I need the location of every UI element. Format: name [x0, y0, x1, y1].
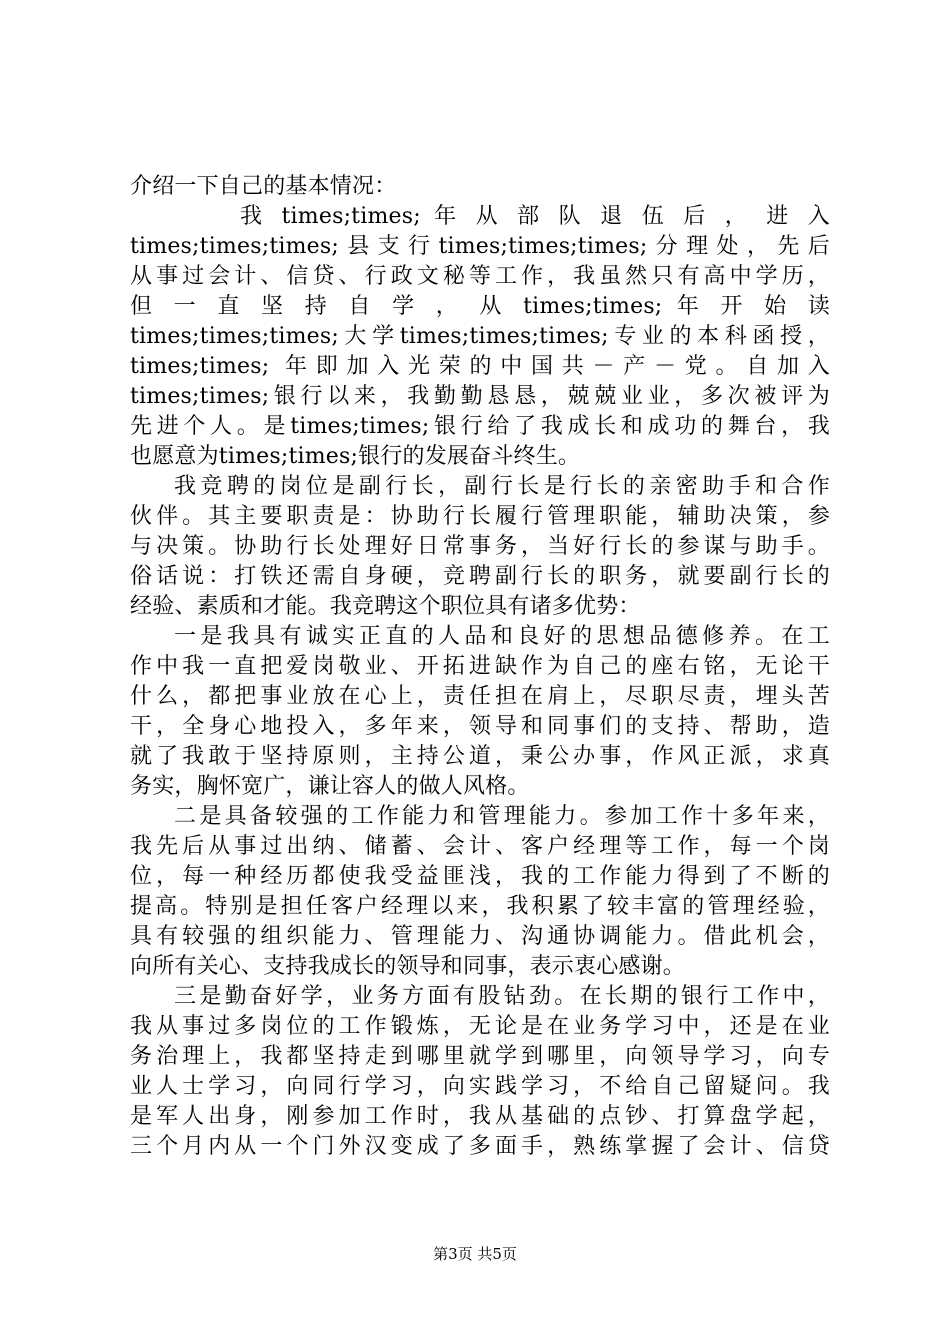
text-line: 向所有关心、支持我成长的领导和同事，表示衷心感谢。	[130, 954, 686, 979]
text-line: 业人士学习，向同行学习，向实践学习，不给自己留疑问。我	[130, 1074, 830, 1099]
text-line: 我竞聘的岗位是副行长，副行长是行长的亲密助手和合作	[174, 474, 830, 499]
text-line: 作中我一直把爱岗敬业、开拓进缺作为自己的座右铭，无论干	[130, 654, 830, 679]
text-line: 务实，胸怀宽广，谦让容人的做人风格。	[130, 774, 530, 799]
text-line: 我先后从事过出纳、储蓄、会计、客户经理等工作，每一个岗	[130, 834, 830, 859]
text-line: 我 times;times; 年 从 部 队 退 伍 后 ， 进 入	[240, 204, 830, 229]
text-line: 提高。特别是担任客户经理以来，我积累了较丰富的管理经验，	[130, 894, 830, 919]
text-line: 务治理上，我都坚持走到哪里就学到哪里，向领导学习，向专	[130, 1044, 830, 1069]
text-line: 干，全身心地投入，多年来，领导和同事们的支持、帮助，造	[130, 714, 830, 739]
text-line: 位，每一种经历都使我受益匪浅，我的工作能力得到了不断的	[130, 864, 830, 889]
text-line: 具有较强的组织能力、管理能力、沟通协调能力。借此机会，	[130, 924, 830, 949]
document-body	[130, 172, 830, 1162]
text-line: 什么，都把事业放在心上，责任担在肩上，尽职尽责，埋头苦	[130, 684, 830, 709]
text-line: 伙伴。其主要职责是：协助行长履行管理职能，辅助决策，参	[130, 504, 830, 529]
text-line: 从事过会计、信贷、行政文秘等工作，我虽然只有高中学历，	[130, 264, 830, 289]
text-line: times;times;银行以来，我勤勤恳恳，兢兢业业，多次被评为	[130, 384, 830, 409]
text-line: 三是勤奋好学，业务方面有股钻劲。在长期的银行工作中，	[174, 984, 830, 1009]
text-line: 与决策。协助行长处理好日常事务，当好行长的参谋与助手。	[130, 534, 830, 559]
text-line: 是军人出身，刚参加工作时，我从基础的点钞、打算盘学起，	[130, 1104, 830, 1129]
text-line: times;times; 年即加入光荣的中国共－产－党。自加入	[130, 354, 830, 379]
text-line: 俗话说：打铁还需自身硬，竞聘副行长的职务，就要副行长的	[130, 564, 830, 589]
text-line: 经验、素质和才能。我竞聘这个职位具有诸多优势：	[130, 594, 641, 619]
text-line: 二是具备较强的工作能力和管理能力。参加工作十多年来，	[174, 804, 830, 829]
text-line: 但 一 直 坚 持 自 学 ， 从 times;times; 年 开 始 读	[130, 294, 830, 319]
page-number-footer: 第3页 共5页	[433, 1245, 517, 1263]
text-line: 也愿意为times;times;银行的发展奋斗终生。	[130, 444, 581, 469]
text-line: times;times;times;大学times;times;times;专业的本科函授，	[130, 324, 830, 349]
text-line: 就了我敢于坚持原则，主持公道，秉公办事，作风正派，求真	[130, 744, 830, 769]
text-line: 三个月内从一个门外汉变成了多面手，熟练掌握了会计、信贷	[130, 1134, 830, 1159]
text-line: times;times;times;县支行times;times;times;分理处，先后	[130, 234, 830, 259]
text-line: 一是我具有诚实正直的人品和良好的思想品德修养。在工	[174, 624, 830, 649]
text-line: 我从事过多岗位的工作锻炼，无论是在业务学习中，还是在业	[130, 1014, 830, 1039]
text-line: 先进个人。是times;times;银行给了我成长和成功的舞台，我	[130, 414, 830, 439]
text-line: 介绍一下自己的基本情况：	[130, 174, 397, 199]
